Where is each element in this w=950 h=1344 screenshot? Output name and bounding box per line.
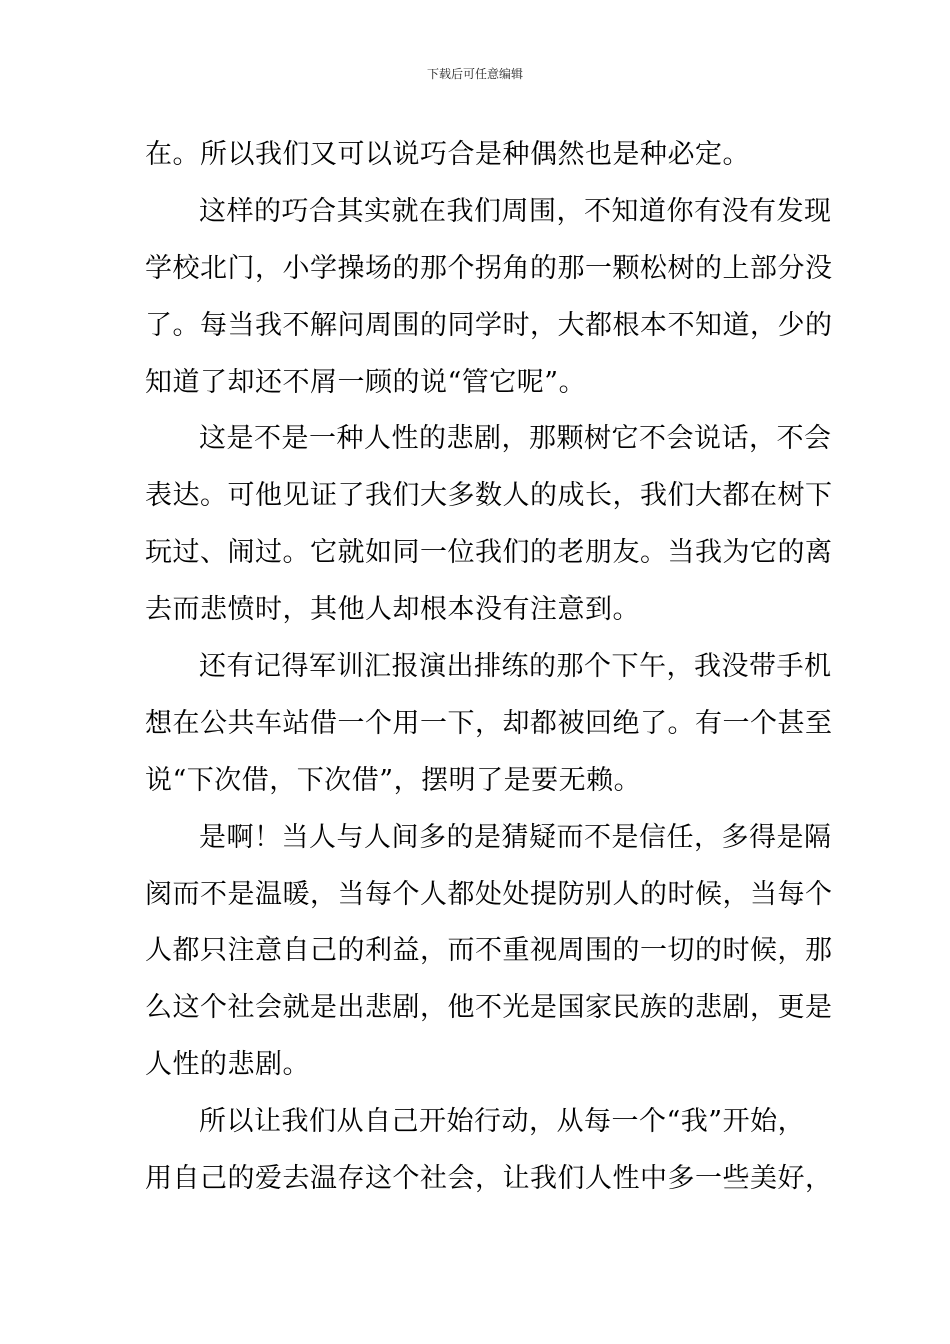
text-line-3: 学校北门，小学操场的那个拐角的那一颗松树的上部分没 <box>145 252 833 284</box>
text-line-2: 这样的巧合其实就在我们周围，不知道你有没有发现 <box>199 195 832 227</box>
text-line-19: 用自己的爱去温存这个社会，让我们人性中多一些美好， <box>145 1163 833 1195</box>
text-line-17: 人性的悲剧。 <box>145 1049 310 1081</box>
text-line-4: 了。每当我不解问周围的同学时，大都根本不知道，少的 <box>145 309 833 341</box>
text-line-13: 是啊！当人与人间多的是猜疑而不是信任，多得是隔 <box>199 821 832 853</box>
document-body <box>145 127 833 1208</box>
text-line-15: 人都只注意自己的利益，而不重视周围的一切的时候，那 <box>145 935 833 967</box>
text-line-14: 阂而不是温暖，当每个人都处处提防别人的时候，当每个 <box>145 878 833 910</box>
text-line-7: 表达。可他见证了我们大多数人的成长，我们大都在树下 <box>145 480 833 512</box>
text-line-11: 想在公共车站借一个用一下，却都被回绝了。有一个甚至 <box>145 707 833 739</box>
text-line-1: 在。所以我们又可以说巧合是种偶然也是种必定。 <box>145 139 750 170</box>
text-line-12: 说“下次借，下次借”，摆明了是要无赖。 <box>145 764 642 796</box>
text-line-18: 所以让我们从自己开始行动，从每一个“我”开始， <box>199 1106 806 1138</box>
page-header: 下载后可任意编辑 <box>426 67 523 81</box>
text-line-10: 还有记得军训汇报演出排练的那个下午，我没带手机 <box>199 651 832 683</box>
text-line-16: 么这个社会就是出悲剧，他不光是国家民族的悲剧，更是 <box>145 992 833 1024</box>
text-line-9: 去而悲愤时，其他人却根本没有注意到。 <box>145 594 640 626</box>
text-line-8: 玩过、闹过。它就如同一位我们的老朋友。当我为它的离 <box>145 537 833 569</box>
text-line-5: 知道了却还不屑一顾的说“管它呢”。 <box>145 366 587 398</box>
text-line-6: 这是不是一种人性的悲剧，那颗树它不会说话，不会 <box>199 423 832 455</box>
